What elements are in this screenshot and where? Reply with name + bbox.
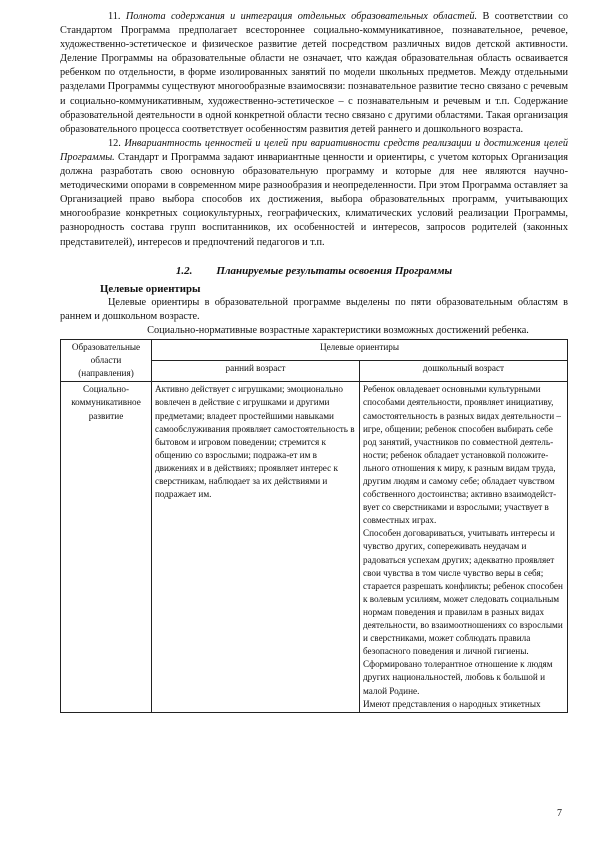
item-12-paragraph bbox=[60, 137, 568, 250]
item-12-title: Инвариантность ценностей и целей при вариативности средств реализации и достижения целей Программы. bbox=[60, 137, 569, 163]
section-heading bbox=[60, 264, 568, 278]
table-caption: Социально-нормативные возрастные характеристики возможных достижений ребенка. bbox=[147, 324, 529, 336]
col-header-areas: Образовательные области (направления) bbox=[61, 340, 152, 382]
item-12-number: 12. bbox=[108, 137, 121, 149]
table-row bbox=[61, 382, 568, 712]
page-number: 7 bbox=[557, 808, 562, 819]
item-12-text: Стандарт и Программа задают инвариантные ценности и ориентиры, с учетом которых Организация должна разработать свою основную образовательную программу и которые для нее являются научно-методическими опорами в современном мире разнообразия и неопределенности. При этом Программа оставляет за Организацией право выбора способов их достижения, выбора образовательных программ, учитывающих многообразие конкретных социокультурных, географических, климатических условий реализации Программы, разнородность состава групп воспитанников, их особенностей и интересов, запросов родителей (законных представителей), интересов и предпочтений педагогов и т.п. bbox=[60, 151, 568, 248]
targets-table bbox=[60, 339, 568, 713]
cell-area: Социально-коммуникативное развитие bbox=[61, 382, 152, 712]
item-11-paragraph bbox=[60, 10, 568, 137]
document-page bbox=[60, 10, 568, 713]
cell-early-age: Активно действует с игрушками; эмоционально вовлечен в действие с игрушками и другими предметами; владеет простейшими навыками самообслуживания проявляет самостоятельность в бытовом и игровом поведении; стремится к общению со взрослыми; подража-ет им в движениях и в действиях; проявляет интерес к сверстникам, наблюдает за их действиями и подражает им. bbox=[152, 382, 360, 712]
item-11-number: 11. bbox=[108, 11, 121, 22]
cell-preschool-age bbox=[360, 382, 568, 712]
table-header-row bbox=[61, 340, 568, 361]
section-title: Планируемые результаты освоения Программы bbox=[216, 264, 453, 277]
preschool-paragraph-2: Способен договариваться, учитывать интересы и чувство других, сопереживать неудачам и радоваться успехам других; адекватно проявляет свои чувства в том числе чувство веры в себя; старается разрешать конфликты; ребенок способен к волевым усилиям, может следовать социальным нормам поведения и правилам в разных видах деятельности, во взаимоотношениях со взрослыми и сверстниками, может соблюдать правила безопасного поведения и личной гигиены. bbox=[363, 528, 563, 657]
preschool-paragraph-3: Сформировано толерантное отношение к людям других национальностей, любовь к большой и малой Родине. bbox=[363, 659, 553, 696]
item-11-text: В соответствии со Стандартом Программа предполагает всестороннее социально-коммуникативное, познавательное, речевое, художественно-эстетическое и физическое развитие детей посредством различных видов детской активности. Деление Программы на образовательные области не означает, что каждая образовательная область осваивается ребенком по отдельности, в форме изолированных занятий по модели школьных предметов. Между отдельными разделами Программы существуют многообразные взаимосвязи: познавательное развитие тесно связано с речевым и социально-коммуникативным, художественно-эстетическое – с познавательным и речевым и т.п. Содержание образовательной деятельности в одной конкретной области тесно связано с другими областями. Такая организация образовательного процесса соответствует особенностям развития детей раннего и дошкольного возраста. bbox=[60, 11, 569, 135]
item-11-title: Полнота содержания и интеграция отдельных образовательных областей. bbox=[125, 11, 478, 22]
col-header-targets: Целевые ориентиры bbox=[152, 340, 568, 361]
preschool-paragraph-1: Ребенок овладевает основными культурными способами деятельности, проявляет инициативу, самостоятельность в разных видах деятельности – игре, общении; ребенок способен выбирать себе род занятий, участников по совместной деятель-ности; ребенок обладает установкой положите-льного отношения к миру, к разным видам труда, другим людям и самому себе; обладает чувством собственного достоинства; активно взаимодейст-вует со сверстниками и взрослыми; участвует в совместных играх. bbox=[363, 384, 562, 526]
col-header-early-age: ранний возраст bbox=[152, 361, 360, 382]
intro-paragraph: Целевые ориентиры в образовательной программе выделены по пяти образовательным областям в раннем и дошкольном возрасте. bbox=[60, 296, 568, 322]
section-number: 1.2. bbox=[175, 264, 193, 277]
subheading: Целевые ориентиры bbox=[100, 282, 201, 295]
col-header-preschool-age: дошкольный возраст bbox=[360, 361, 568, 382]
preschool-paragraph-4: Имеют представления о народных этикетных bbox=[363, 698, 541, 709]
